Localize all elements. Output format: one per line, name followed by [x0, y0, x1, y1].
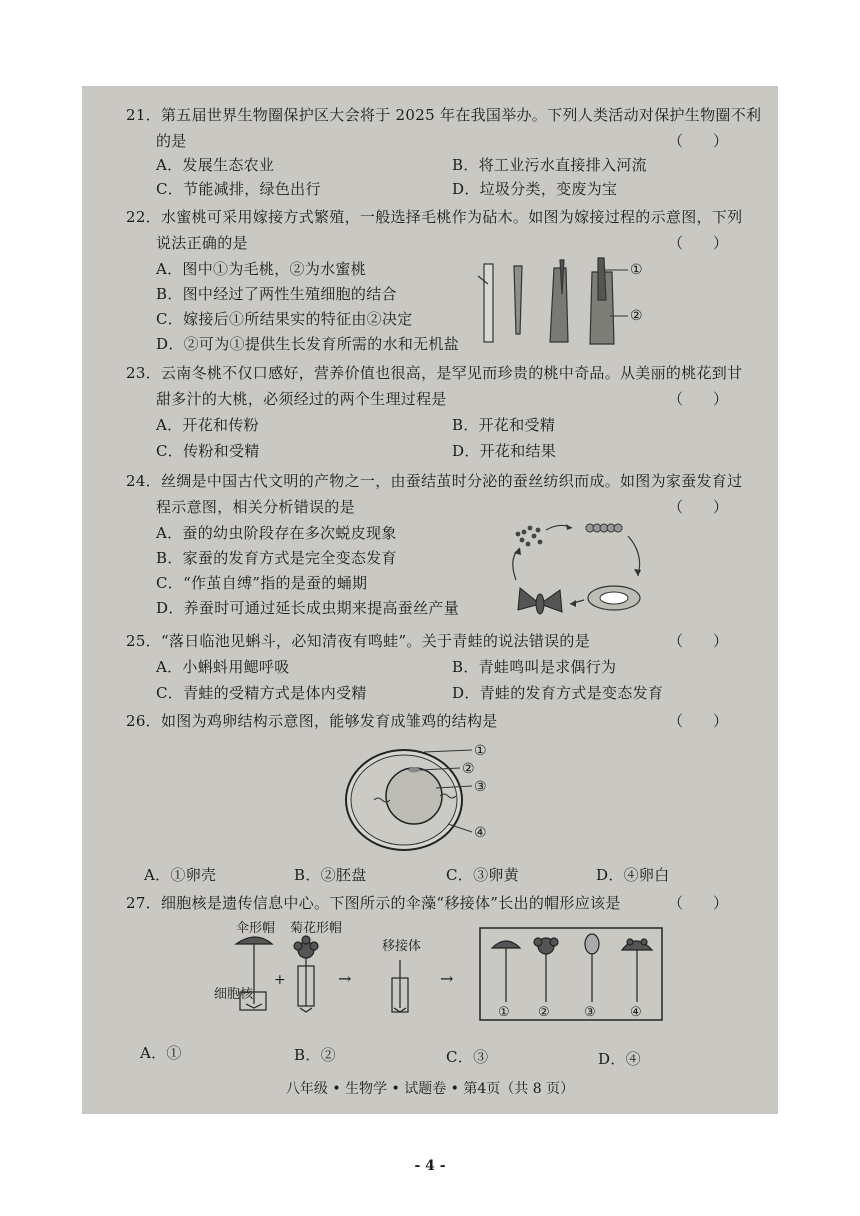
q22-answer-paren: （ ）	[668, 234, 729, 252]
q21-stem-line2: 的是	[156, 132, 187, 150]
egg-label-3: ③	[474, 779, 487, 795]
choice-label-3: ③	[584, 1005, 596, 1020]
choice-label-4: ④	[630, 1005, 642, 1020]
q25-stem-line1: 25．“落日临池见蝌斗，必知清夜有鸣蛙”。关于青蛙的说法错误的是	[126, 632, 591, 650]
q26-option-a: A．①卵壳	[144, 866, 217, 884]
q27-option-a: A．①	[140, 1044, 182, 1062]
q22-option-b: B．图中经过了两性生殖细胞的结合	[156, 285, 397, 303]
exam-sheet	[82, 86, 778, 1114]
acetabularia-graft-figure	[210, 918, 670, 1040]
egg-label-1: ①	[474, 743, 487, 759]
silkworm-life-cycle-figure	[510, 518, 660, 622]
q24-option-b: B．家蚕的发育方式是完全变态发育	[156, 549, 397, 567]
q22-stem-line2: 说法正确的是	[156, 234, 248, 252]
q23-option-b: B．开花和受精	[452, 416, 556, 434]
q21-option-d: D．垃圾分类，变废为宝	[452, 180, 618, 198]
q27-option-b: B．②	[294, 1046, 336, 1064]
q24-stem-line2: 程示意图，相关分析错误的是	[156, 498, 355, 516]
q25-option-d: D．青蛙的发育方式是变态发育	[452, 684, 664, 702]
q24-option-a: A．蚕的幼虫阶段存在多次蜕皮现象	[156, 524, 397, 542]
q22-option-a: A．图中①为毛桃，②为水蜜桃	[156, 260, 367, 278]
q27-answer-paren: （ ）	[668, 894, 729, 912]
q22-option-d: D．②可为①提供生长发育所需的水和无机盐	[156, 335, 460, 353]
grafting-label-2: ②	[630, 308, 643, 324]
q22-stem-line1: 22．水蜜桃可采用嫁接方式繁殖，一般选择毛桃作为砧木。如图为嫁接过程的示意图，下列	[126, 208, 743, 226]
q26-stem-line1: 26．如图为鸡卵结构示意图，能够发育成雏鸡的结构是	[126, 712, 498, 730]
q26-option-c: C．③卵黄	[446, 866, 519, 884]
choice-label-2: ②	[538, 1005, 550, 1020]
q27-option-d: D．④	[598, 1050, 641, 1068]
q21-option-c: C．节能减排，绿色出行	[156, 180, 321, 198]
plus-sign: +	[274, 972, 286, 988]
q25-option-c: C．青蛙的受精方式是体内受精	[156, 684, 367, 702]
q25-option-b: B．青蛙鸣叫是求偶行为	[452, 658, 617, 676]
q24-answer-paren: （ ）	[668, 498, 729, 516]
egg-label-2: ②	[462, 761, 475, 777]
q23-stem-line1: 23．云南冬桃不仅口感好，营养价值也很高，是罕见而珍贵的桃中奇品。从美丽的桃花到甘	[126, 364, 743, 382]
label-graft: 移接体	[382, 939, 422, 954]
q25-answer-paren: （ ）	[668, 632, 729, 650]
q24-option-d: D．养蚕时可通过延长成虫期来提高蚕丝产量	[156, 599, 460, 617]
arrow-1: →	[338, 969, 352, 988]
q23-option-d: D．开花和结果	[452, 442, 557, 460]
q23-stem-line2: 甜多汁的大桃，必须经过的两个生理过程是	[156, 390, 447, 408]
egg-label-4: ④	[474, 825, 487, 841]
q27-option-c: C．③	[446, 1048, 489, 1066]
q24-option-c: C．“作茧自缚”指的是蚕的蛹期	[156, 574, 368, 592]
grafting-figure	[474, 254, 674, 350]
egg-structure-figure	[344, 738, 504, 856]
q21-option-a: A．发展生态农业	[156, 156, 275, 174]
label-chrysanthemum-cap: 菊花形帽	[290, 921, 343, 936]
q21-answer-paren: （ ）	[668, 132, 729, 150]
q26-option-d: D．④卵白	[596, 866, 670, 884]
page-number: - 4 -	[414, 1158, 446, 1174]
label-nucleus: 细胞核	[214, 987, 254, 1002]
q22-option-c: C．嫁接后①所结果实的特征由②决定	[156, 310, 413, 328]
q27-stem-line1: 27．细胞核是遗传信息中心。下图所示的伞藻“移接体”长出的帽形应该是	[126, 894, 621, 912]
q25-option-a: A．小蝌蚪用鳃呼吸	[156, 658, 290, 676]
q21-option-b: B．将工业污水直接排入河流	[452, 156, 647, 174]
arrow-2: →	[440, 969, 454, 988]
q21-stem-line1: 21．第五届世界生物圈保护区大会将于 2025 年在我国举办。下列人类活动对保护生物圈不利	[126, 106, 762, 124]
q24-stem-line1: 24．丝绸是中国古代文明的产物之一，由蚕结茧时分泌的蚕丝纺织而成。如图为家蚕发育过	[126, 472, 743, 490]
page-footer: 八年级 • 生物学 • 试题卷 • 第4页（共 8 页）	[285, 1081, 575, 1097]
grafting-label-1: ①	[630, 262, 643, 278]
q23-answer-paren: （ ）	[668, 390, 729, 408]
q23-option-c: C．传粉和受精	[156, 442, 260, 460]
q26-option-b: B．②胚盘	[294, 866, 367, 884]
label-umbrella-cap: 伞形帽	[236, 921, 276, 936]
q23-option-a: A．开花和传粉	[156, 416, 259, 434]
q26-answer-paren: （ ）	[668, 712, 729, 730]
choice-label-1: ①	[498, 1005, 510, 1020]
